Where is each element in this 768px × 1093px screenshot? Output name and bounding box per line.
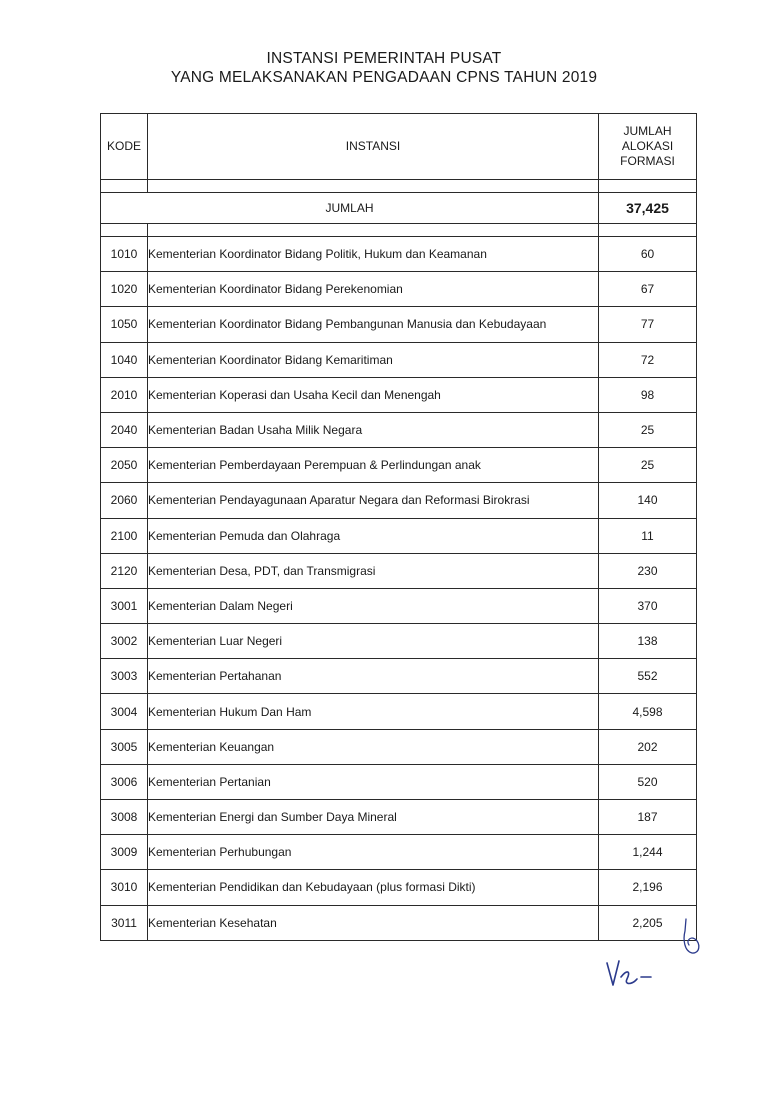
row-institution: Kementerian Pendidikan dan Kebudayaan (plus formasi Dikti) [148,870,599,905]
row-institution: Kementerian Pendayagunaan Aparatur Negara dan Reformasi Birokrasi [148,483,599,518]
row-allocation: 140 [599,483,697,518]
row-code: 3001 [101,588,148,623]
handwritten-mark-icon [680,917,704,961]
row-institution: Kementerian Luar Negeri [148,624,599,659]
table-row [101,518,697,553]
row-code: 1050 [101,307,148,342]
row-code: 2050 [101,448,148,483]
spacer-row [101,224,697,237]
row-code: 3002 [101,624,148,659]
table-row [101,764,697,799]
row-allocation: 72 [599,342,697,377]
row-allocation: 2,196 [599,870,697,905]
row-code: 3006 [101,764,148,799]
table-row [101,307,697,342]
header-allocation-line1: JUMLAH [623,124,672,138]
row-code: 2010 [101,377,148,412]
header-allocation [599,114,697,180]
total-value: 37,425 [599,193,697,224]
row-code: 2060 [101,483,148,518]
row-code: 2100 [101,518,148,553]
spacer-row [101,180,697,193]
row-code: 3005 [101,729,148,764]
table-row [101,272,697,307]
row-institution: Kementerian Desa, PDT, dan Transmigrasi [148,553,599,588]
row-code: 2040 [101,412,148,447]
row-allocation: 2,205 [599,905,697,940]
row-allocation: 25 [599,448,697,483]
table-row [101,694,697,729]
document-title-line1: INSTANSI PEMERINTAH PUSAT [266,50,502,67]
row-code: 3011 [101,905,148,940]
table-row [101,483,697,518]
table-row [101,237,697,272]
row-code: 2120 [101,553,148,588]
row-institution: Kementerian Perhubungan [148,835,599,870]
table-row [101,377,697,412]
row-code: 1010 [101,237,148,272]
table-row [101,412,697,447]
table-row [101,553,697,588]
row-allocation: 370 [599,588,697,623]
signature-initials-icon [603,955,663,995]
row-code: 3009 [101,835,148,870]
row-institution: Kementerian Keuangan [148,729,599,764]
table-row [101,905,697,940]
row-allocation: 4,598 [599,694,697,729]
header-code: KODE [101,114,148,180]
row-institution: Kementerian Hukum Dan Ham [148,694,599,729]
row-institution: Kementerian Kesehatan [148,905,599,940]
row-allocation: 60 [599,237,697,272]
row-institution: Kementerian Dalam Negeri [148,588,599,623]
row-allocation: 98 [599,377,697,412]
table-row [101,448,697,483]
row-institution: Kementerian Pemberdayaan Perempuan & Perlindungan anak [148,448,599,483]
total-row [101,193,697,224]
row-allocation: 77 [599,307,697,342]
row-institution: Kementerian Pertanian [148,764,599,799]
row-allocation: 202 [599,729,697,764]
row-allocation: 138 [599,624,697,659]
row-allocation: 11 [599,518,697,553]
row-code: 1040 [101,342,148,377]
header-allocation-line3: FORMASI [620,154,675,168]
table-row [101,624,697,659]
row-institution: Kementerian Koordinator Bidang Politik, Hukum dan Keamanan [148,237,599,272]
table-row [101,870,697,905]
row-institution: Kementerian Koperasi dan Usaha Kecil dan Menengah [148,377,599,412]
row-code: 3003 [101,659,148,694]
document-title-line2: YANG MELAKSANAKAN PENGADAAN CPNS TAHUN 2019 [170,69,598,86]
row-code: 3010 [101,870,148,905]
row-institution: Kementerian Pemuda dan Olahraga [148,518,599,553]
table-row [101,835,697,870]
table-row [101,588,697,623]
row-allocation: 187 [599,800,697,835]
row-institution: Kementerian Koordinator Bidang Kemaritiman [148,342,599,377]
row-institution: Kementerian Badan Usaha Milik Negara [148,412,599,447]
row-code: 1020 [101,272,148,307]
row-allocation: 230 [599,553,697,588]
row-code: 3004 [101,694,148,729]
row-institution: Kementerian Koordinator Bidang Pembangunan Manusia dan Kebudayaan [148,307,599,342]
table-row [101,659,697,694]
header-institution: INSTANSI [148,114,599,180]
row-allocation: 67 [599,272,697,307]
row-allocation: 520 [599,764,697,799]
total-label: JUMLAH [101,193,599,224]
row-allocation: 552 [599,659,697,694]
table-header-row [101,114,697,180]
row-institution: Kementerian Energi dan Sumber Daya Mineral [148,800,599,835]
header-allocation-line2: ALOKASI [621,139,674,153]
table-row [101,342,697,377]
table-row [101,729,697,764]
table-row [101,800,697,835]
row-institution: Kementerian Koordinator Bidang Perekenomian [148,272,599,307]
row-code: 3008 [101,800,148,835]
row-allocation: 1,244 [599,835,697,870]
allocation-table [100,113,697,941]
row-institution: Kementerian Pertahanan [148,659,599,694]
row-allocation: 25 [599,412,697,447]
